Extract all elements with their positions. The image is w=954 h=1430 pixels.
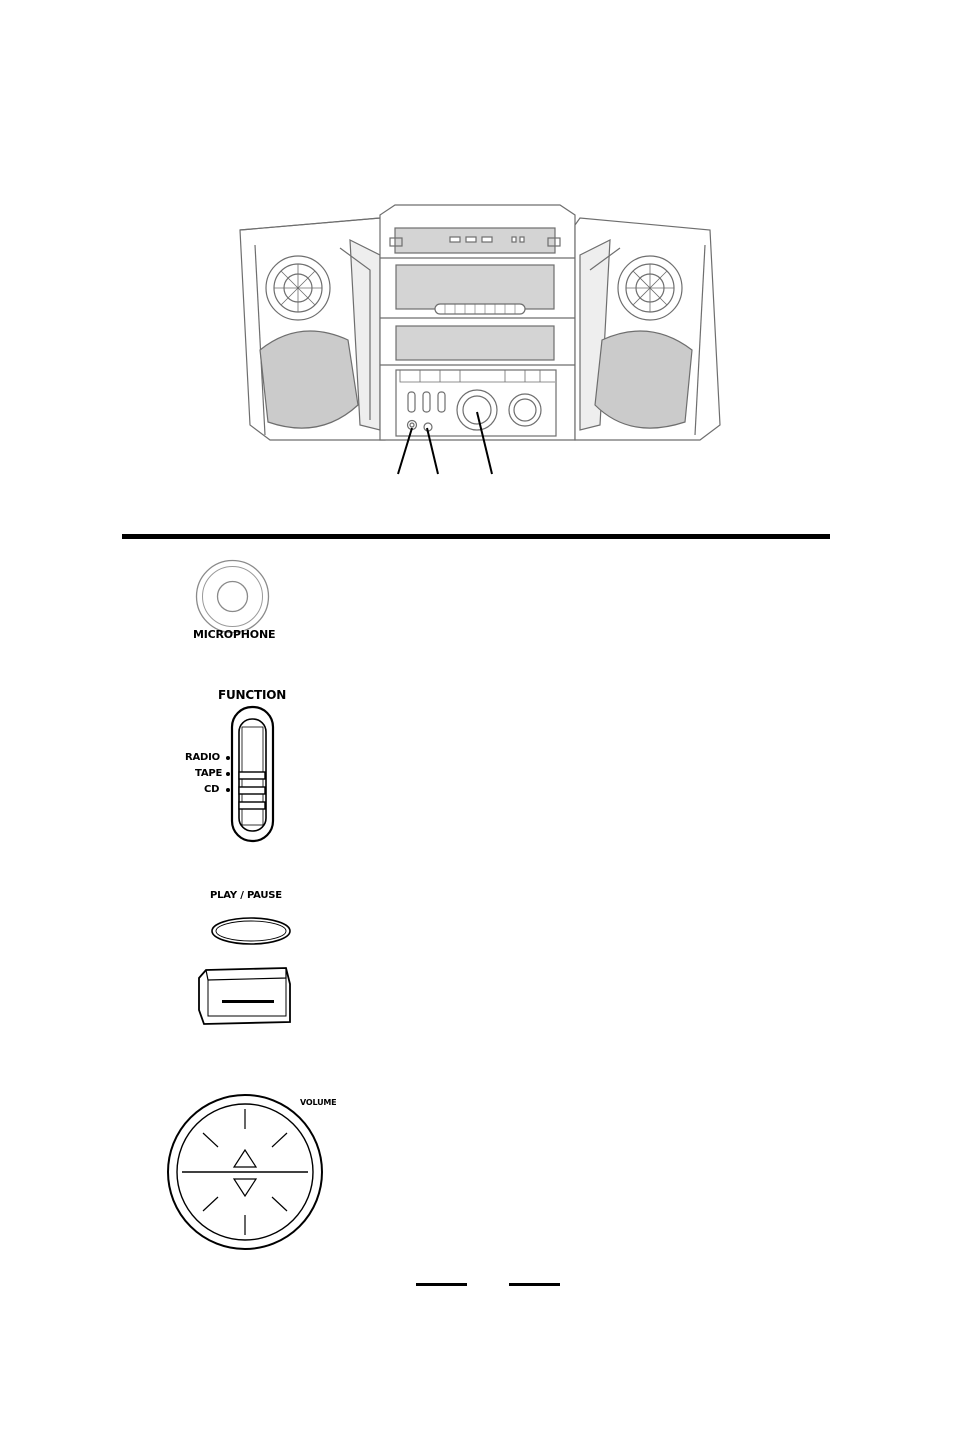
section-divider [122,534,830,539]
volume-label: VOLUME [300,1098,337,1107]
play-pause-label: PLAY / PAUSE [210,890,282,901]
function-label: FUNCTION [218,688,287,702]
microphone-label: MICROPHONE [193,628,276,641]
function-option-radio: RADIO [185,752,220,763]
underline-rule-left [416,1283,467,1286]
volume-knob[interactable] [166,1093,324,1251]
stereo-system-illustration [230,200,730,480]
right-speaker [575,218,720,440]
tape-key-button[interactable] [194,966,296,1028]
microphone-jack-icon [195,559,270,634]
function-option-dots [224,754,232,796]
function-slider-switch[interactable] [230,705,275,845]
left-speaker [240,218,385,440]
play-pause-button[interactable] [210,916,292,946]
underline-rule-right [509,1283,560,1286]
function-option-tape: TAPE [195,768,223,779]
function-option-cd: CD [204,784,220,795]
center-unit [380,205,575,440]
